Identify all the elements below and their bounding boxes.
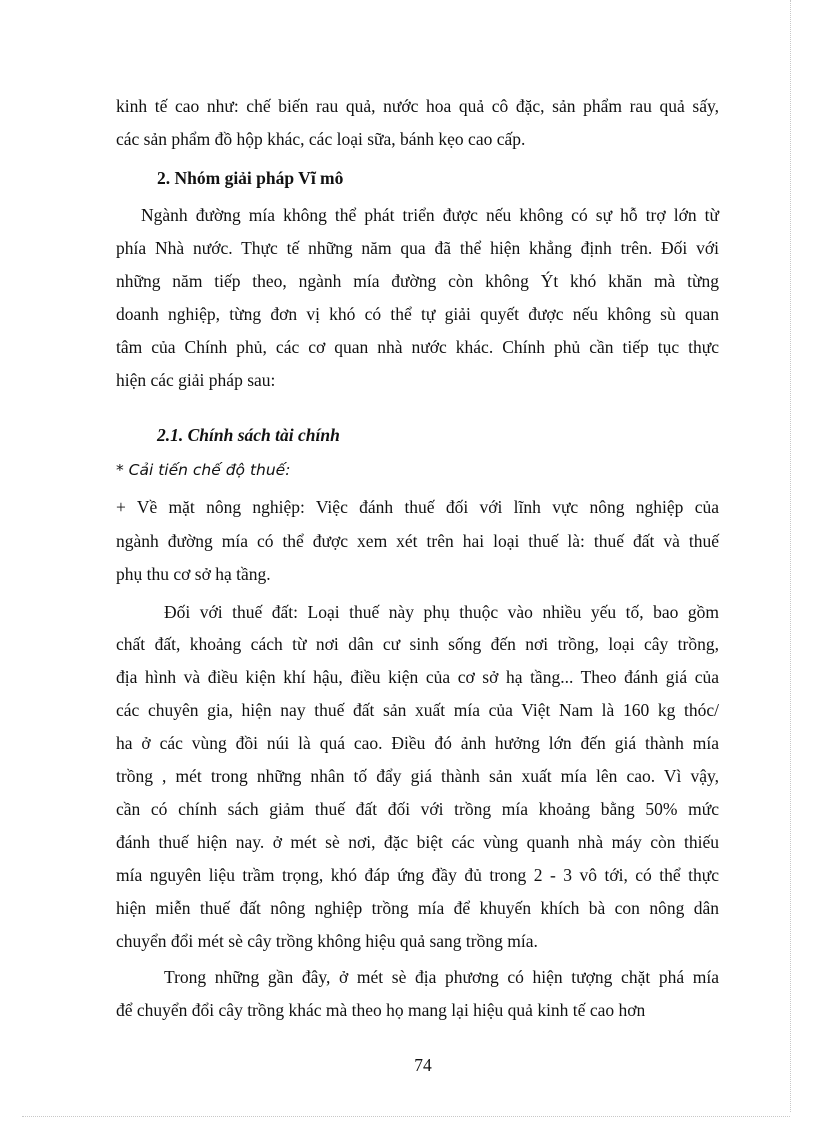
paragraph-line: phía Nhà nước. Thực tế những năm qua đã thể hiện khẳng định trên. Đối với	[116, 238, 719, 258]
paragraph-line: mía nguyên liệu trầm trọng, khó đáp ứng đầy đủ trong 2 - 3 vô tới, có thể thực	[116, 865, 719, 885]
paragraph-line: Đối với thuế đất: Loại thuế này phụ thuộc vào nhiều yếu tố, bao gồm	[164, 602, 719, 622]
subsection-heading: 2.1. Chính sách tài chính	[157, 425, 340, 445]
paragraph-line: những năm tiếp theo, ngành mía đường còn không Ýt khó khăn mà từng	[116, 271, 719, 291]
paragraph-line: Trong những gần đây, ở mét sè địa phương có hiện tượng chặt phá mía	[164, 967, 719, 987]
paragraph-line: ngành đường mía có thể được xem xét trên hai loại thuế là: thuế đất và thuế	[116, 531, 719, 551]
paragraph-line: chuyển đổi mét sè cây trồng không hiệu quả sang trồng mía.	[116, 931, 538, 951]
paragraph-line: địa hình và điều kiện khí hậu, điều kiện của cơ sở hạ tầng... Theo đánh giá của	[116, 667, 719, 687]
paragraph-line: các sản phẩm đồ hộp khác, các loại sữa, bánh kẹo cao cấp.	[116, 129, 526, 149]
paragraph-line: các chuyên gia, hiện nay thuế đất sản xuất mía của Việt Nam là 160 kg thóc/	[116, 700, 719, 720]
paragraph-line: tâm của Chính phủ, các cơ quan nhà nước khác. Chính phủ cần tiếp tục thực	[116, 337, 719, 357]
paragraph-line: cần có chính sách giảm thuế đất đối với trồng mía khoảng bằng 50% mức	[116, 799, 719, 819]
subsection-note: * Cải tiến chế độ thuế:	[116, 461, 291, 479]
paragraph-line: Ngành đường mía không thể phát triển được nếu không có sự hỗ trợ lớn từ	[141, 205, 719, 225]
paragraph-line: + Về mặt nông nghiệp: Việc đánh thuế đối với lĩnh vực nông nghiệp của	[116, 497, 719, 517]
paragraph-line: phụ thu cơ sở hạ tầng.	[116, 564, 271, 584]
paragraph-line: kinh tế cao như: chế biến rau quả, nước hoa quả cô đặc, sản phẩm rau quả sấy,	[116, 96, 719, 116]
page-border-right	[790, 0, 791, 1112]
section-heading: 2. Nhóm giải pháp Vĩ mô	[157, 168, 344, 188]
paragraph-line: hiện các giải pháp sau:	[116, 370, 276, 390]
paragraph-line: ha ở các vùng đồi núi là quá cao. Điều đó ảnh hưởng lớn đến giá thành mía	[116, 733, 719, 753]
paragraph-line: doanh nghiệp, từng đơn vị khó có thể tự giải quyết được nếu không sù quan	[116, 304, 719, 324]
paragraph-line: để chuyển đổi cây trồng khác mà theo họ mang lại hiệu quả kinh tế cao hơn	[116, 1000, 646, 1020]
paragraph-line: trồng , mét trong những nhân tố đẩy giá thành sản xuất mía lên cao. Vì vậy,	[116, 766, 719, 786]
paragraph-line: chất đất, khoảng cách từ nơi dân cư sinh sống đến nơi trồng, loại cây trồng,	[116, 634, 719, 654]
paragraph-line: đánh thuế hiện nay. ở mét sè nơi, đặc biệt các vùng quanh nhà máy còn thiếu	[116, 832, 719, 852]
page-number: 74	[414, 1055, 432, 1075]
page-border-bottom	[22, 1116, 790, 1117]
paragraph-line: hiện miễn thuế đất nông nghiệp trồng mía để khuyến khích bà con nông dân	[116, 898, 719, 918]
